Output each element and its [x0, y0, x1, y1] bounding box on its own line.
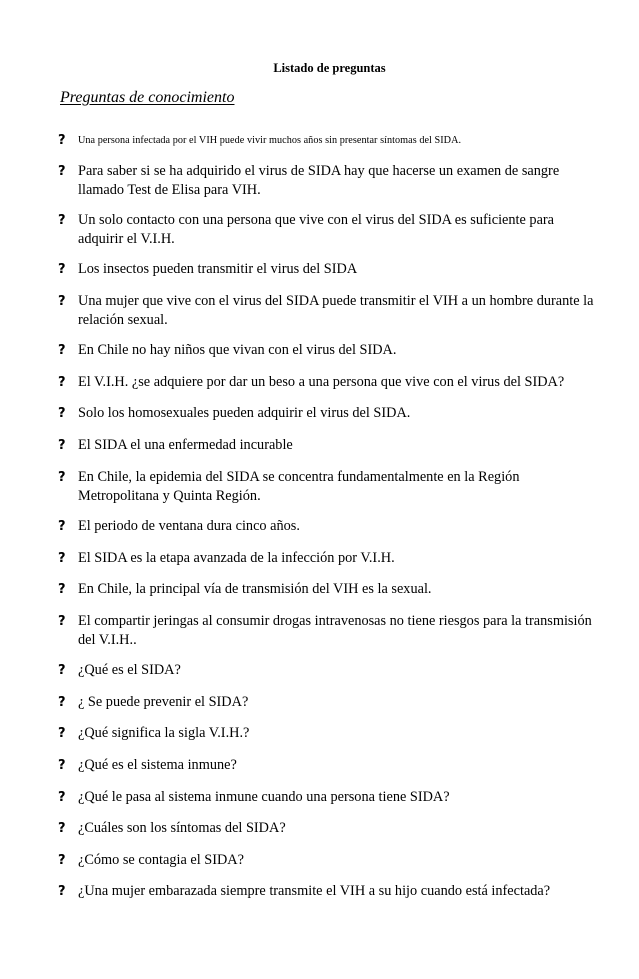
- question-text: Una persona infectada por el VIH puede vivir muchos años sin presentar síntomas del SIDA.: [78, 135, 462, 146]
- question-mark-icon: ?: [58, 374, 66, 390]
- question-item: [58, 373, 598, 392]
- question-item: [58, 819, 598, 838]
- section-heading: Preguntas de conocimiento: [60, 89, 235, 106]
- question-mark-icon: ?: [58, 852, 66, 868]
- question-list: [58, 131, 598, 914]
- question-mark-icon: ?: [58, 343, 66, 359]
- question-text: ¿Qué es el sistema inmune?: [78, 756, 237, 773]
- question-text: Un solo contacto con una persona que vive con el virus del SIDA es suficiente para adquirir el V.I.H.: [78, 211, 555, 247]
- question-mark-icon: ?: [58, 582, 66, 598]
- question-item: [58, 292, 598, 330]
- question-mark-icon: ?: [58, 663, 66, 679]
- question-mark-icon: ?: [58, 694, 66, 710]
- question-mark-icon: ?: [58, 163, 66, 179]
- question-mark-icon: ?: [58, 789, 66, 805]
- question-item: [58, 260, 598, 279]
- question-text: El SIDA es la etapa avanzada de la infección por V.I.H.: [78, 549, 395, 566]
- question-mark-icon: ?: [58, 550, 66, 566]
- question-item: [58, 882, 598, 901]
- question-item: [58, 693, 598, 712]
- question-item: [58, 468, 598, 506]
- question-mark-icon: ?: [58, 469, 66, 485]
- question-text: En Chile, la epidemia del SIDA se concentra fundamentalmente en la Región Metropolitana y Quinta Región.: [78, 468, 520, 504]
- question-text: ¿ Se puede prevenir el SIDA?: [78, 693, 249, 710]
- question-item: [58, 436, 598, 455]
- question-text: ¿Qué significa la sigla V.I.H.?: [78, 725, 250, 742]
- question-text: ¿Cuáles son los síntomas del SIDA?: [78, 820, 286, 837]
- question-item: [58, 724, 598, 743]
- question-mark-icon: ?: [58, 133, 66, 148]
- question-item: [58, 404, 598, 423]
- question-item: [58, 661, 598, 680]
- question-text: Para saber si se ha adquirido el virus de SIDA hay que hacerse un examen de sangre llamado Test de Elisa para VIH.: [78, 162, 560, 198]
- question-item: [58, 756, 598, 775]
- question-text: En Chile, la principal vía de transmisión del VIH es la sexual.: [78, 581, 432, 598]
- document-title: Listado de preguntas: [273, 61, 386, 75]
- question-text: ¿Cómo se contagia el SIDA?: [78, 851, 244, 868]
- question-item: [58, 341, 598, 360]
- question-mark-icon: ?: [58, 519, 66, 535]
- question-mark-icon: ?: [58, 406, 66, 422]
- question-mark-icon: ?: [58, 613, 66, 629]
- question-mark-icon: ?: [58, 821, 66, 837]
- question-text: El V.I.H. ¿se adquiere por dar un beso a una persona que vive con el virus del SIDA?: [78, 373, 565, 390]
- question-text: Los insectos pueden transmitir el virus del SIDA: [78, 261, 358, 278]
- question-text: ¿Qué le pasa al sistema inmune cuando una persona tiene SIDA?: [78, 788, 450, 805]
- question-item: [58, 851, 598, 870]
- question-text: El compartir jeringas al consumir drogas intravenosas no tiene riesgos para la transmisión del V.I.H..: [78, 612, 592, 648]
- question-mark-icon: ?: [58, 726, 66, 742]
- question-text: En Chile no hay niños que vivan con el virus del SIDA.: [78, 342, 397, 359]
- question-item: [58, 162, 598, 200]
- question-text: El SIDA el una enfermedad incurable: [78, 437, 293, 454]
- question-item: [58, 788, 598, 807]
- question-text: Una mujer que vive con el virus del SIDA puede transmitir el VIH a un hombre durante la relación sexual.: [78, 292, 594, 328]
- question-mark-icon: ?: [58, 884, 66, 900]
- question-item: [58, 211, 598, 249]
- question-item: [58, 131, 598, 150]
- question-item: [58, 549, 598, 568]
- question-item: [58, 580, 598, 599]
- question-item: [58, 612, 598, 650]
- question-text: Solo los homosexuales pueden adquirir el virus del SIDA.: [78, 405, 411, 422]
- question-mark-icon: ?: [58, 293, 66, 309]
- question-text: El periodo de ventana dura cinco años.: [78, 518, 300, 535]
- question-mark-icon: ?: [58, 438, 66, 454]
- question-mark-icon: ?: [58, 757, 66, 773]
- question-mark-icon: ?: [58, 262, 66, 278]
- question-mark-icon: ?: [58, 212, 66, 228]
- question-text: ¿Una mujer embarazada siempre transmite el VIH a su hijo cuando está infectada?: [78, 883, 551, 900]
- question-text: ¿Qué es el SIDA?: [78, 662, 181, 679]
- question-item: [58, 517, 598, 536]
